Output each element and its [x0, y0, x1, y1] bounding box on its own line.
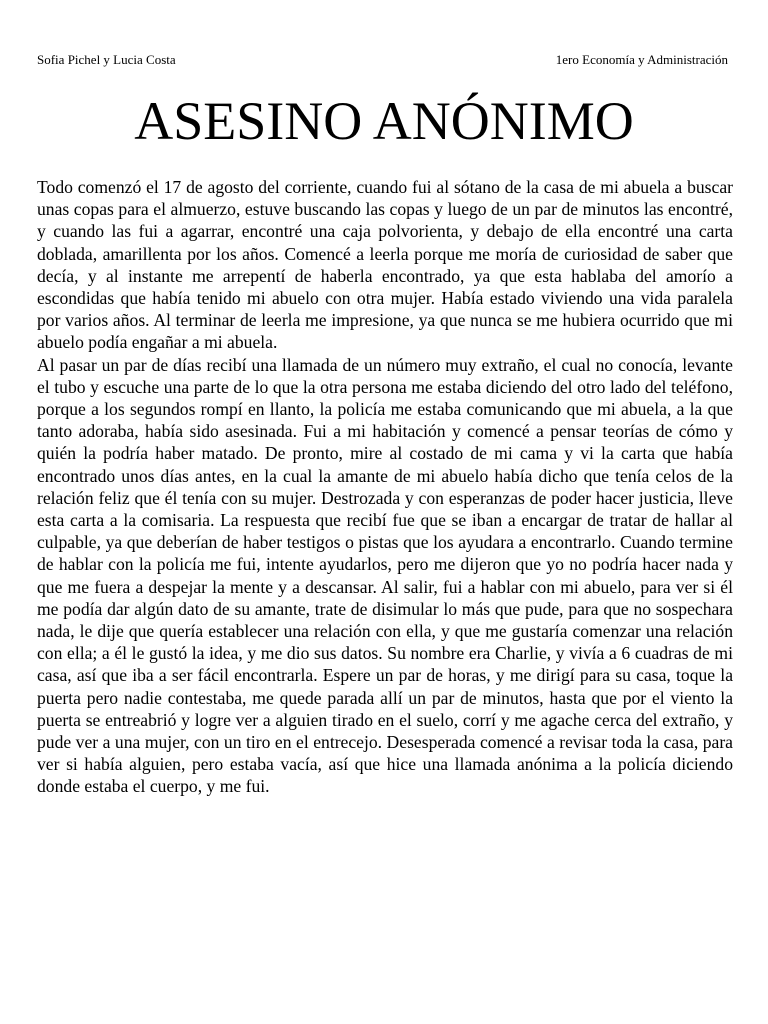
paragraph-2: Al pasar un par de días recibí una llamada de un número muy extraño, el cual no conocía, levante el tubo y escuche una parte de lo que la otra persona me estaba diciendo del otro lado del teléfono, porque a los segundos rompí en llanto, la policía me estaba comunicando que mi abuela, a la que tanto adoraba, había sido asesinada. Fui a mi habitación y comencé a pensar teorías de cómo y quién la podría haber matado. De pronto, mire al costado de mi cama y vi la carta que había encontrado unos días antes, en la cual la amante de mi abuelo había dicho que tenía celos de la relación feliz que él tenía con su mujer. Destrozada y con esperanzas de poder hacer justicia, lleve esta carta a la comisaria. La respuesta que recibí fue que se iban a encargar de tratar de hallar al culpable, ya que deberían de haber testigos o pistas que los ayudara a encontrarlo. Cuando termine de hablar con la policía me fui, intente ayudarlos, pero me dijeron que yo no podría hacer nada y que me fuera a despejar la mente y a descansar. Al salir, fui a hablar con mi abuelo, para ver si él me podía dar algún dato de su amante, trate de disimular lo más que pude, para que no sospechara nada, le dije que quería establecer una relación con ella, y que me gustaría comenzar una relación con ella; a él le gustó la idea, y me dio sus datos. Su nombre era Charlie, y vivía a 6 cuadras de mi casa, así que iba a ser fácil encontrarla. Espere un par de horas, y me dirigí para su casa, toque la puerta pero nadie contestaba, me quede parada allí un par de minutos, hasta que por el viento la puerta se entreabrió y logre ver a alguien tirado en el suelo, corrí y me agache cerca del extraño, y pude ver a una mujer, con un tiro en el entrecejo. Desesperada comencé a revisar toda la casa, para ver si había alguien, pero estaba vacía, así que hice una llamada anónima a la policía diciendo donde estaba el cuerpo, y me fui.: [37, 354, 733, 797]
course-line: 1ero Economía y Administración: [555, 52, 728, 67]
authors-line: Sofia Pichel y Lucia Costa: [37, 52, 176, 67]
paragraph-1: Todo comenzó el 17 de agosto del corriente, cuando fui al sótano de la casa de mi abuela a buscar unas copas para el almuerzo, estuve buscando las copas y luego de un par de minutos las encontré, y cuando las fui a agarrar, encontré una caja polvorienta, y debajo de ella encontré una carta doblada, amarillenta por los años. Comencé a leerla porque me moría de curiosidad de saber que decía, y al instante me arrepentí de haberla encontrado, ya que esta hablaba del amorío a escondidas que había tenido mi abuelo con otra mujer. Había estado viviendo una vida paralela por varios años. Al terminar de leerla me impresione, ya que nunca se me hubiera ocurrido que mi abuelo podía engañar a mi abuela.: [37, 177, 733, 353]
document-title: ASESINO ANÓNIMO: [134, 91, 634, 151]
story-body: [37, 176, 733, 798]
page-header: [37, 52, 728, 68]
